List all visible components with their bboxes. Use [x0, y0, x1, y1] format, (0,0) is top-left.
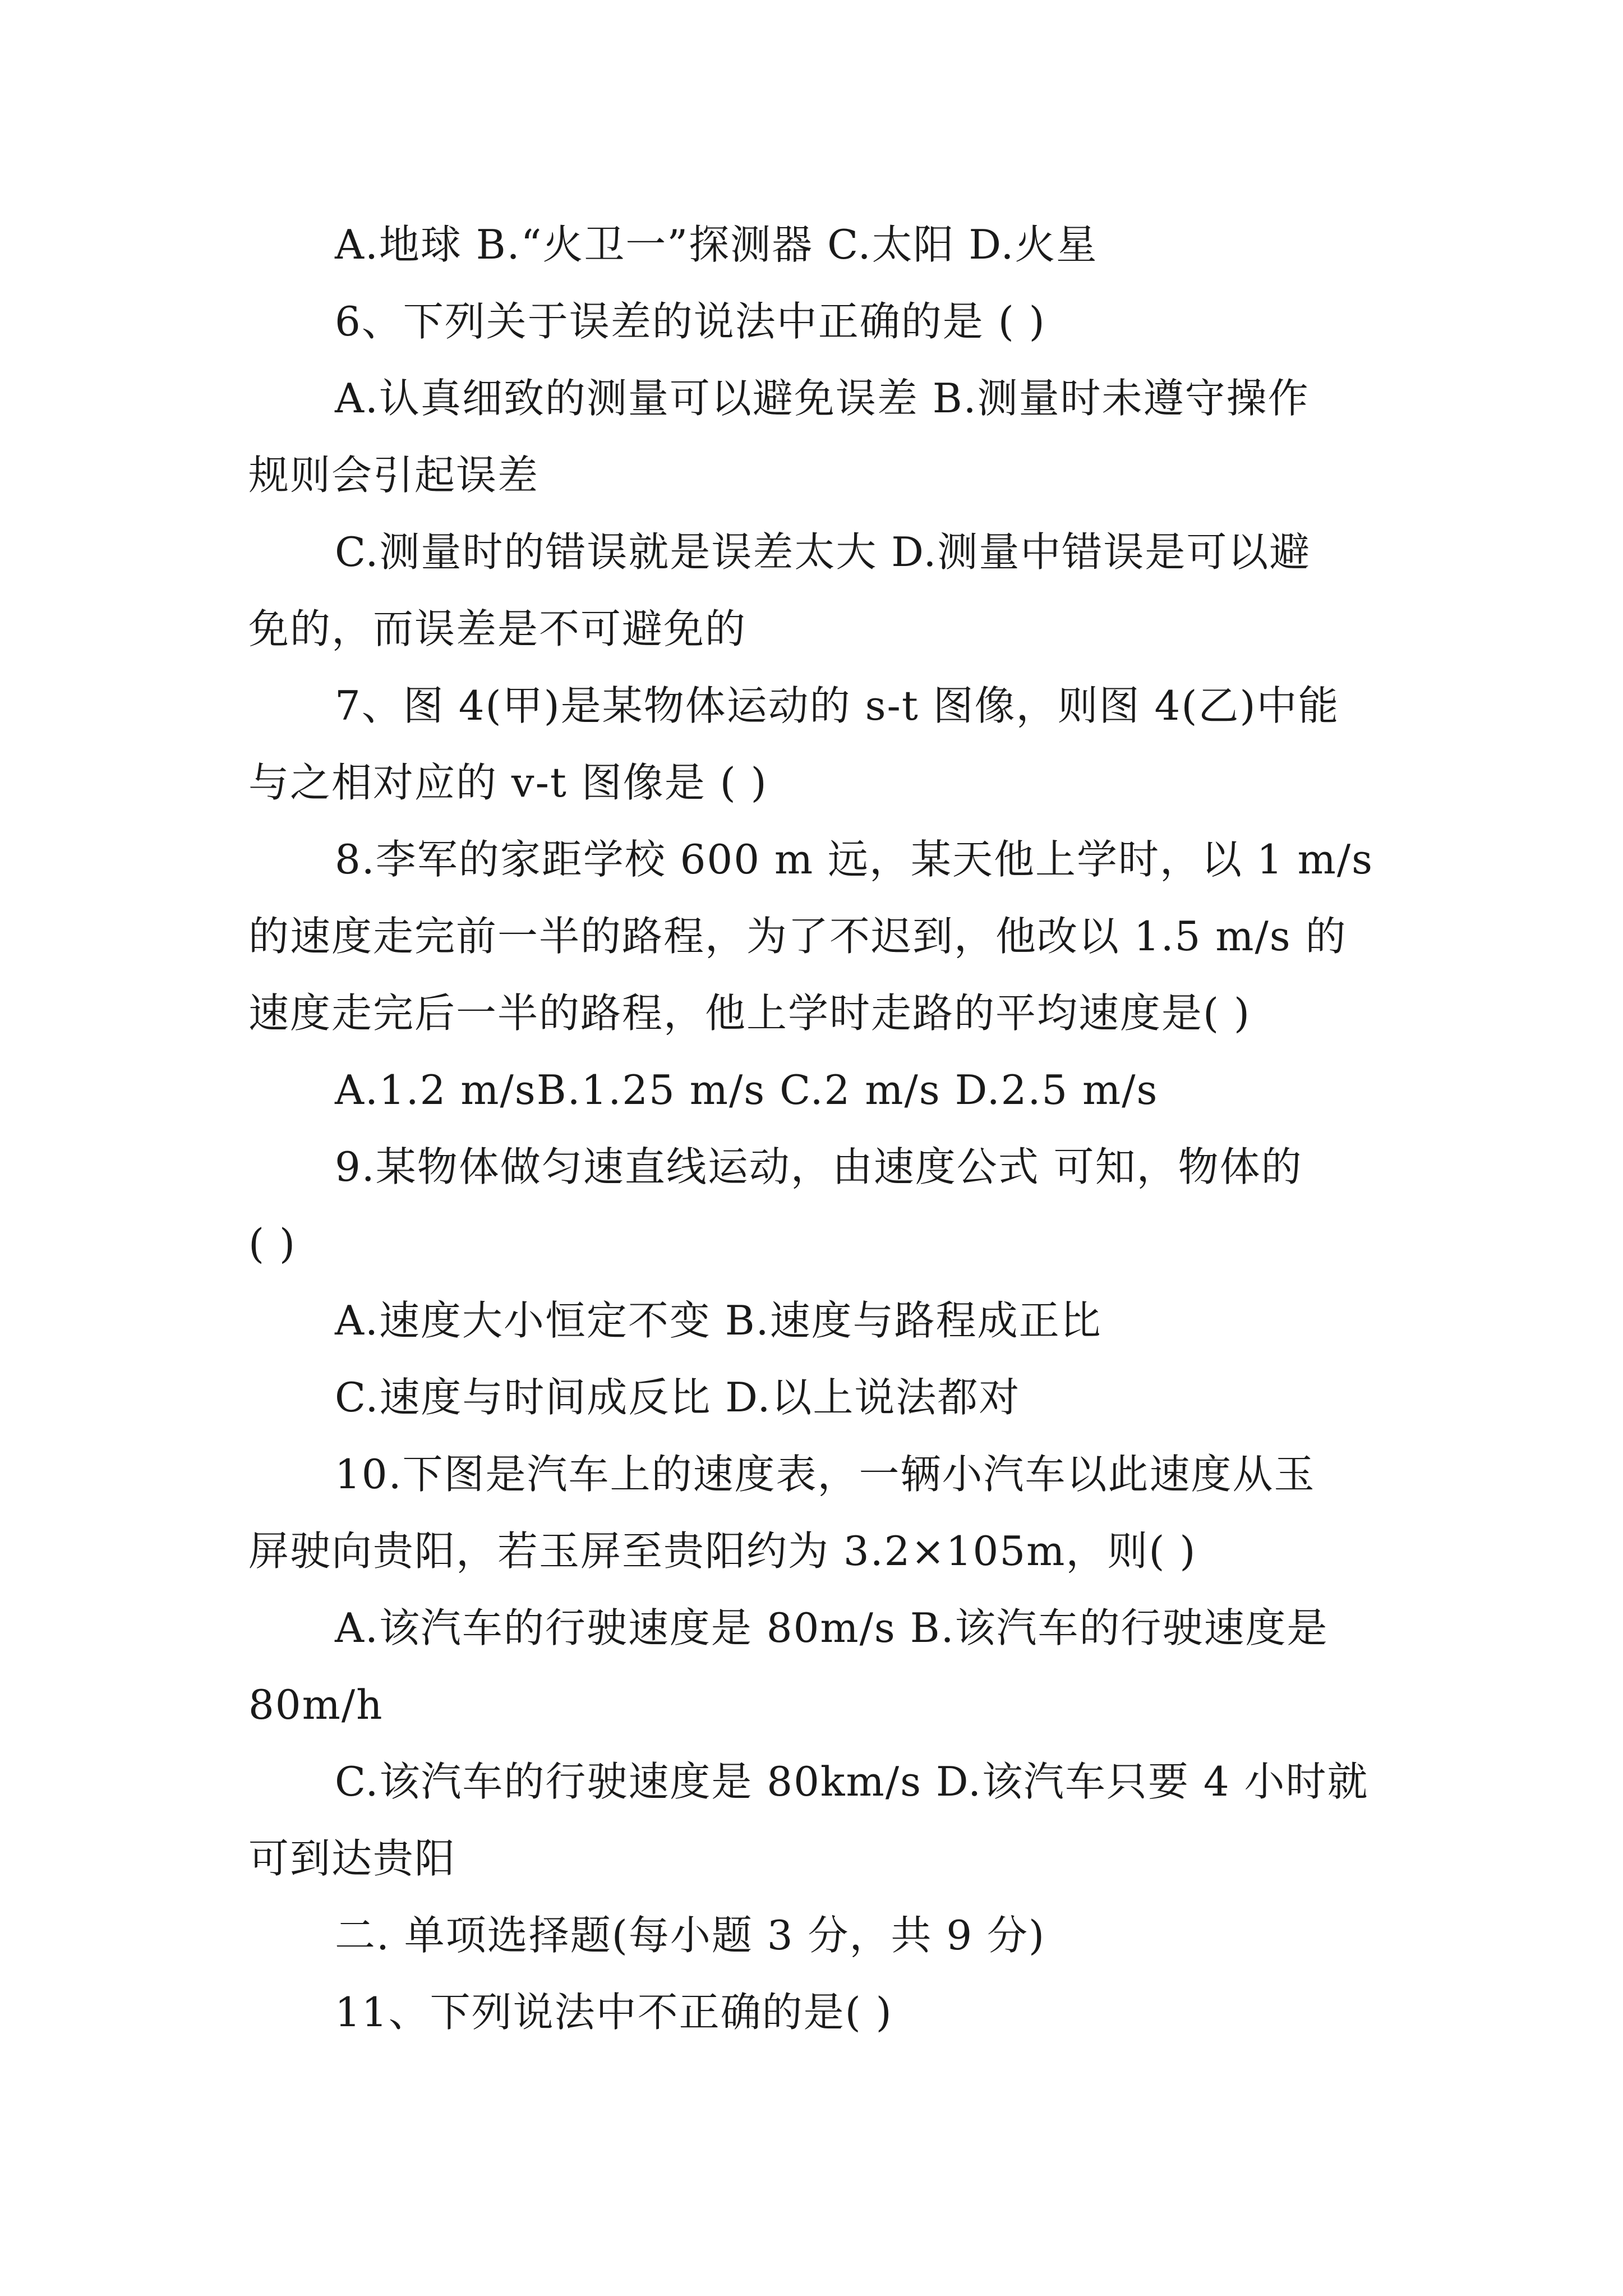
text-line: C.速度与时间成反比 D.以上说法都对 [335, 1374, 1021, 1421]
text-line: C.该汽车的行驶速度是 80km/s D.该汽车只要 4 小时就 [335, 1758, 1369, 1805]
text-line: 规则会引起误差 [248, 452, 540, 499]
question-11: 11、下列说法中不正确的是( ) [335, 1989, 893, 2036]
text-line: 免的，而误差是不可避免的 [248, 605, 747, 652]
text-line: A.认真细致的测量可以避免误差 B.测量时未遵守操作 [335, 375, 1310, 422]
text-line: 屏驶向贵阳，若玉屏至贵阳约为 3.2×105m，则( ) [248, 1527, 1197, 1575]
text-line: 与之相对应的 v-t 图像是 ( ) [248, 759, 768, 806]
text-line: A.速度大小恒定不变 B.速度与路程成正比 [335, 1297, 1102, 1344]
text-line: A.地球 B.“火卫一”探测器 C.太阳 D.火星 [335, 221, 1098, 268]
text-line: A.该汽车的行驶速度是 80m/s B.该汽车的行驶速度是 [335, 1604, 1329, 1651]
question-6: 6、下列关于误差的说法中正确的是 ( ) [335, 298, 1046, 345]
text-line: ( ) [248, 1220, 297, 1267]
question-10: 10.下图是汽车上的速度表，一辆小汽车以此速度从玉 [335, 1451, 1316, 1498]
text-line: 速度走完后一半的路程，他上学时走路的平均速度是( ) [248, 990, 1251, 1037]
question-7: 7、图 4(甲)是某物体运动的 s-t 图像，则图 4(乙)中能 [335, 682, 1340, 729]
section-heading: 二. 单项选择题(每小题 3 分，共 9 分) [335, 1912, 1046, 1959]
text-line: C.测量时的错误就是误差太大 D.测量中错误是可以避 [335, 528, 1311, 576]
text-line: 80m/h [248, 1681, 384, 1728]
question-9: 9.某物体做匀速直线运动，由速度公式 可知，物体的 [335, 1143, 1303, 1190]
text-line: 的速度走完前一半的路程，为了不迟到，他改以 1.5 m/s 的 [248, 913, 1347, 960]
text-line: 可到达贵阳 [248, 1835, 457, 1882]
text-line: A.1.2 m/sB.1.25 m/s C.2 m/s D.2.5 m/s [335, 1066, 1159, 1114]
question-8: 8.李军的家距学校 600 m 远，某天他上学时，以 1 m/s [335, 836, 1374, 883]
